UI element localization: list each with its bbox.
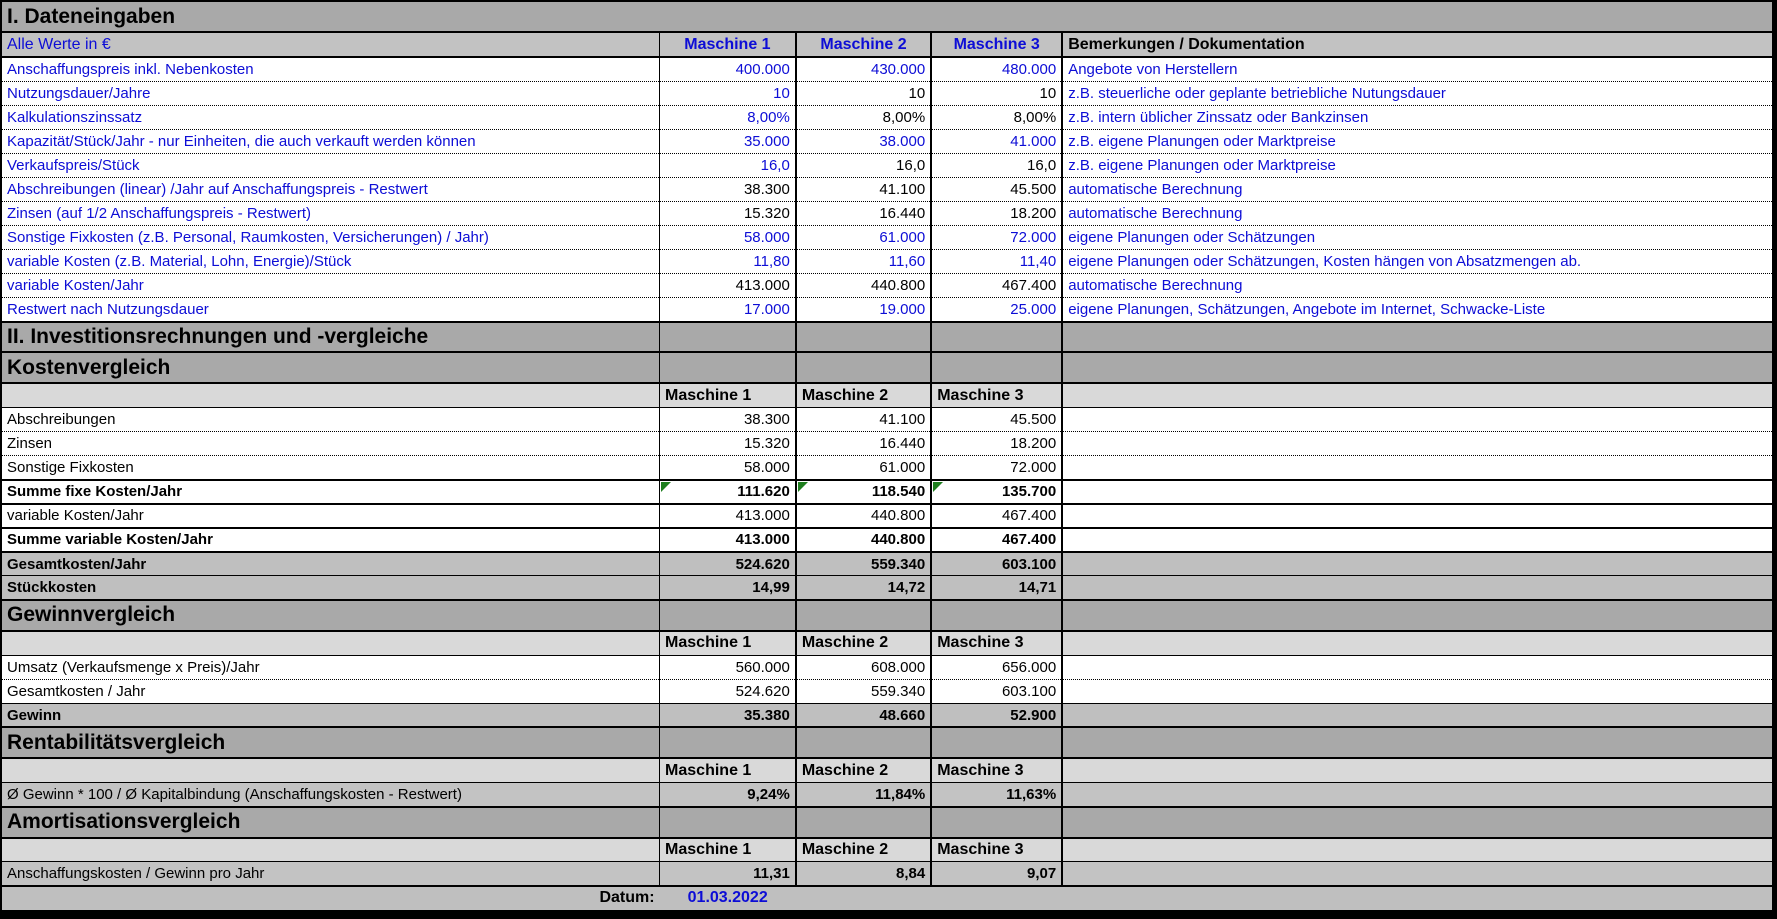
row-label: Umsatz (Verkaufsmenge x Preis)/Jahr	[2, 655, 660, 679]
value-cell-m1[interactable]: 15.320	[660, 431, 796, 455]
remark-cell: automatische Berechnung	[1062, 274, 1772, 298]
section-title-investitionsrechnungen: II. Investitionsrechnungen und -vergleiche	[2, 322, 660, 352]
input-row-sonstige-fixkosten	[2, 226, 1772, 250]
worksheet-table	[2, 2, 1772, 910]
row-label: Kalkulationszinssatz	[2, 105, 660, 129]
kosten-row-summe-variable	[2, 528, 1772, 552]
column-header-maschine-2: Maschine 2	[796, 32, 931, 57]
remarks-header: Bemerkungen / Dokumentation	[1062, 32, 1772, 57]
calc-cell-m1[interactable]: 15.320	[660, 202, 796, 226]
row-label: Summe variable Kosten/Jahr	[2, 528, 660, 552]
section-amortisation-row	[2, 807, 1772, 838]
value-cell-m3[interactable]: 603.100	[931, 552, 1062, 576]
remark-cell: Angebote von Herstellern	[1062, 57, 1772, 81]
section-title-gewinnvergleich: Gewinnvergleich	[2, 600, 660, 631]
remark-cell: automatische Berechnung	[1062, 202, 1772, 226]
input-cell-m2[interactable]: 19.000	[796, 298, 931, 322]
input-cell-m3[interactable]: 16,0	[931, 153, 1062, 177]
row-label: variable Kosten/Jahr	[2, 504, 660, 528]
input-cell-m1[interactable]: 58.000	[660, 226, 796, 250]
subheader-maschine-1: Maschine 1	[660, 631, 796, 655]
input-cell-m2[interactable]: 11,60	[796, 250, 931, 274]
amortisation-result-row	[2, 862, 1772, 886]
rentabilitaet-machine-header-row	[2, 758, 1772, 782]
value-cell-m1[interactable]: 524.620	[660, 679, 796, 703]
input-row-zinsen	[2, 202, 1772, 226]
column-header-maschine-1: Maschine 1	[660, 32, 796, 57]
value-cell-m1[interactable]: 413.000	[660, 528, 796, 552]
value-cell-m3[interactable]: 52.900	[931, 703, 1062, 727]
value-cell-m1[interactable]: 14,99	[660, 576, 796, 600]
input-cell-m3[interactable]: 41.000	[931, 129, 1062, 153]
input-cell-m3[interactable]: 11,40	[931, 250, 1062, 274]
input-row-kalkulationszinssatz	[2, 105, 1772, 129]
input-cell-m1[interactable]: 10	[660, 81, 796, 105]
row-label: Gesamtkosten/Jahr	[2, 552, 660, 576]
gewinn-row-gewinn	[2, 703, 1772, 727]
value-cell-m2[interactable]: 16.440	[796, 431, 931, 455]
value-cell-m3[interactable]: 9,07	[931, 862, 1062, 886]
row-label: Gesamtkosten / Jahr	[2, 679, 660, 703]
column-header-row	[2, 32, 1772, 57]
subheader-maschine-1: Maschine 1	[660, 838, 796, 862]
amortisation-machine-header-row	[2, 838, 1772, 862]
input-row-variable-kosten-stueck	[2, 250, 1772, 274]
row-label: Ø Gewinn * 100 / Ø Kapitalbindung (Anschaffungskosten - Restwert)	[2, 783, 660, 807]
kosten-row-summe-fixe	[2, 480, 1772, 504]
subheader-maschine-3: Maschine 3	[931, 838, 1062, 862]
calc-cell-m1[interactable]: 413.000	[660, 274, 796, 298]
value-cell-m3[interactable]: 14,71	[931, 576, 1062, 600]
subheader-maschine-2: Maschine 2	[796, 838, 931, 862]
column-header-maschine-3: Maschine 3	[931, 32, 1062, 57]
section-title-amortisation: Amortisationsvergleich	[2, 807, 660, 838]
date-label: Datum:	[2, 886, 660, 910]
value-cell-m2[interactable]: 61.000	[796, 455, 931, 479]
input-cell-m1[interactable]: 35.000	[660, 129, 796, 153]
value-cell-m2[interactable]: 559.340	[796, 552, 931, 576]
subheader-maschine-1: Maschine 1	[660, 758, 796, 782]
row-label: Summe fixe Kosten/Jahr	[2, 480, 660, 504]
gewinnvergleich-machine-header-row	[2, 631, 1772, 655]
row-label: Verkaufspreis/Stück	[2, 153, 660, 177]
value-cell-m3[interactable]: 45.500	[931, 407, 1062, 431]
input-row-restwert	[2, 298, 1772, 322]
value-cell-m3[interactable]: 72.000	[931, 455, 1062, 479]
kosten-row-gesamtkosten	[2, 552, 1772, 576]
value-cell-m2[interactable]: 48.660	[796, 703, 931, 727]
calc-cell-m3[interactable]: 45.500	[931, 178, 1062, 202]
value-cell-m3[interactable]: 467.400	[931, 528, 1062, 552]
input-cell-m1[interactable]: 8,00%	[660, 105, 796, 129]
input-cell-m3[interactable]: 10	[931, 81, 1062, 105]
remark-cell: z.B. intern üblicher Zinssatz oder Bankzinsen	[1062, 105, 1772, 129]
date-row	[2, 886, 1772, 910]
subheader-maschine-3: Maschine 3	[931, 383, 1062, 407]
remark-cell: z.B. steuerliche oder geplante betriebliche Nutungsdauer	[1062, 81, 1772, 105]
value-cell-m3[interactable]: 656.000	[931, 655, 1062, 679]
value-cell-m1[interactable]: 58.000	[660, 455, 796, 479]
input-cell-m2[interactable]: 10	[796, 81, 931, 105]
row-label: Anschaffungskosten / Gewinn pro Jahr	[2, 862, 660, 886]
section-investitionsrechnungen-row	[2, 322, 1772, 352]
value-cell-m1[interactable]: 524.620	[660, 552, 796, 576]
row-label: Anschaffungspreis inkl. Nebenkosten	[2, 57, 660, 81]
row-label: Zinsen	[2, 431, 660, 455]
calc-cell-m3[interactable]: 467.400	[931, 274, 1062, 298]
value-cell-m2[interactable]: 440.800	[796, 528, 931, 552]
value-cell-m2[interactable]: 440.800	[796, 504, 931, 528]
value-cell-m1[interactable]: 9,24%	[660, 783, 796, 807]
section-gewinnvergleich-row	[2, 600, 1772, 631]
value-cell-m1[interactable]: 111.620	[660, 480, 796, 504]
input-cell-m1[interactable]: 400.000	[660, 57, 796, 81]
value-cell-m3[interactable]: 18.200	[931, 431, 1062, 455]
subheader-maschine-3: Maschine 3	[931, 631, 1062, 655]
value-cell-m1[interactable]: 413.000	[660, 504, 796, 528]
value-cell-m1[interactable]: 38.300	[660, 407, 796, 431]
input-row-abschreibungen	[2, 178, 1772, 202]
row-label: Sonstige Fixkosten	[2, 455, 660, 479]
row-label: variable Kosten/Jahr	[2, 274, 660, 298]
value-cell-m1[interactable]: 560.000	[660, 655, 796, 679]
input-cell-m3[interactable]: 8,00%	[931, 105, 1062, 129]
input-cell-m1[interactable]: 16,0	[660, 153, 796, 177]
input-cell-m1[interactable]: 11,80	[660, 250, 796, 274]
value-cell-m3[interactable]: 11,63%	[931, 783, 1062, 807]
section-dateneingaben-row	[2, 2, 1772, 32]
remark-cell: eigene Planungen, Schätzungen, Angebote im Internet, Schwacke-Liste	[1062, 298, 1772, 322]
row-label: Nutzungsdauer/Jahre	[2, 81, 660, 105]
input-row-nutzungsdauer	[2, 81, 1772, 105]
input-cell-m2[interactable]: 38.000	[796, 129, 931, 153]
remark-cell: automatische Berechnung	[1062, 178, 1772, 202]
subheader-maschine-3: Maschine 3	[931, 758, 1062, 782]
kosten-row-abschreibungen	[2, 407, 1772, 431]
value-cell-m2[interactable]: 118.540	[796, 480, 931, 504]
input-row-anschaffungspreis	[2, 57, 1772, 81]
subheader-maschine-2: Maschine 2	[796, 758, 931, 782]
value-cell-m2[interactable]: 41.100	[796, 407, 931, 431]
input-cell-m1[interactable]: 17.000	[660, 298, 796, 322]
row-label: Restwert nach Nutzungsdauer	[2, 298, 660, 322]
subheader-maschine-2: Maschine 2	[796, 383, 931, 407]
rentabilitaet-result-row	[2, 783, 1772, 807]
input-cell-m2[interactable]: 61.000	[796, 226, 931, 250]
value-cell-m2[interactable]: 14,72	[796, 576, 931, 600]
subheader-maschine-1: Maschine 1	[660, 383, 796, 407]
row-label: Zinsen (auf 1/2 Anschaffungspreis - Restwert)	[2, 202, 660, 226]
value-cell-m2[interactable]: 608.000	[796, 655, 931, 679]
row-label: Stückkosten	[2, 576, 660, 600]
remark-cell: z.B. eigene Planungen oder Marktpreise	[1062, 153, 1772, 177]
all-values-label: Alle Werte in €	[2, 32, 660, 57]
calc-cell-m1[interactable]: 38.300	[660, 178, 796, 202]
kosten-row-variable-kosten	[2, 504, 1772, 528]
remark-cell: eigene Planungen oder Schätzungen, Kosten hängen von Absatzmengen ab.	[1062, 250, 1772, 274]
value-cell-m1[interactable]: 35.380	[660, 703, 796, 727]
gewinn-row-umsatz	[2, 655, 1772, 679]
row-label: Gewinn	[2, 703, 660, 727]
section-rentabilitaet-row	[2, 727, 1772, 758]
row-label: Sonstige Fixkosten (z.B. Personal, Raumkosten, Versicherungen) / Jahr)	[2, 226, 660, 250]
value-cell-m2[interactable]: 8,84	[796, 862, 931, 886]
value-cell-m3[interactable]: 603.100	[931, 679, 1062, 703]
input-row-variable-kosten-jahr	[2, 274, 1772, 298]
row-label: Abschreibungen (linear) /Jahr auf Anschaffungspreis - Restwert	[2, 178, 660, 202]
calc-cell-m3[interactable]: 18.200	[931, 202, 1062, 226]
row-label: variable Kosten (z.B. Material, Lohn, Energie)/Stück	[2, 250, 660, 274]
date-value[interactable]: 01.03.2022	[660, 886, 796, 910]
input-row-verkaufspreis	[2, 153, 1772, 177]
calc-cell-m2[interactable]: 41.100	[796, 178, 931, 202]
value-cell-m1[interactable]: 11,31	[660, 862, 796, 886]
row-label: Kapazität/Stück/Jahr - nur Einheiten, die auch verkauft werden können	[2, 129, 660, 153]
section-kostenvergleich-row	[2, 352, 1772, 383]
remark-cell: z.B. eigene Planungen oder Marktpreise	[1062, 129, 1772, 153]
remark-cell: eigene Planungen oder Schätzungen	[1062, 226, 1772, 250]
input-row-kapazitaet	[2, 129, 1772, 153]
value-cell-m2[interactable]: 559.340	[796, 679, 931, 703]
value-cell-m3[interactable]: 467.400	[931, 504, 1062, 528]
input-cell-m2[interactable]: 430.000	[796, 57, 931, 81]
input-cell-m2[interactable]: 16,0	[796, 153, 931, 177]
input-cell-m3[interactable]: 480.000	[931, 57, 1062, 81]
input-cell-m3[interactable]: 72.000	[931, 226, 1062, 250]
kostenvergleich-machine-header-row	[2, 383, 1772, 407]
section-title-kostenvergleich: Kostenvergleich	[2, 352, 660, 383]
kosten-row-stueckkosten	[2, 576, 1772, 600]
calc-cell-m2[interactable]: 16.440	[796, 202, 931, 226]
kosten-row-zinsen	[2, 431, 1772, 455]
gewinn-row-gesamtkosten	[2, 679, 1772, 703]
section-title-rentabilitaet: Rentabilitätsvergleich	[2, 727, 660, 758]
input-cell-m2[interactable]: 8,00%	[796, 105, 931, 129]
section-title-dateneingaben: I. Dateneingaben	[2, 2, 1772, 32]
row-label: Abschreibungen	[2, 407, 660, 431]
subheader-maschine-2: Maschine 2	[796, 631, 931, 655]
value-cell-m3[interactable]: 135.700	[931, 480, 1062, 504]
value-cell-m2[interactable]: 11,84%	[796, 783, 931, 807]
calc-cell-m2[interactable]: 440.800	[796, 274, 931, 298]
input-cell-m3[interactable]: 25.000	[931, 298, 1062, 322]
kosten-row-sonstige-fixkosten	[2, 455, 1772, 479]
